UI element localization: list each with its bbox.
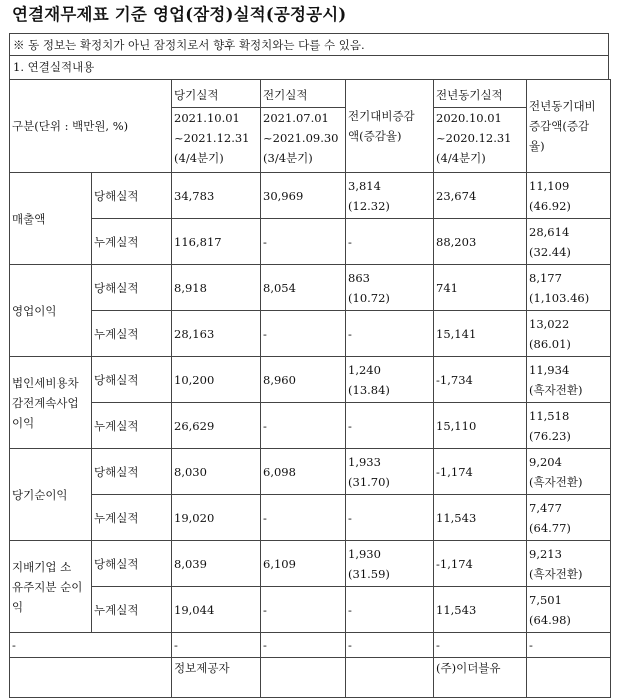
cell-yoy: 9,204 (흑자전환) — [527, 449, 611, 495]
cell-prior-year: -1,734 — [434, 357, 527, 403]
cell-prior-year: 88,203 — [434, 219, 527, 265]
previous-quarter: (3/4분기) — [263, 150, 313, 165]
cell-prior-year: 741 — [434, 265, 527, 311]
table-row — [10, 541, 611, 587]
cell-previous: - — [261, 219, 346, 265]
row-type-quarter: 당해실적 — [92, 357, 172, 403]
cell-qoq: - — [346, 311, 434, 357]
previous-period-end: ~2021.09.30 — [263, 130, 339, 145]
cell-qoq: 3,814 (12.32) — [346, 173, 434, 219]
cell-prior-year: 11,543 — [434, 495, 527, 541]
table-row — [10, 449, 611, 495]
table-row — [10, 495, 611, 541]
table-row — [10, 403, 611, 449]
cell-yoy: 13,022 (86.01) — [527, 311, 611, 357]
header-current — [172, 80, 261, 173]
row-type-cumulative: 누계실적 — [92, 403, 172, 449]
row-type-quarter: 당해실적 — [92, 449, 172, 495]
row-group-name: 지배기업 소 유주지분 순이 익 — [10, 541, 92, 633]
cell-current: 26,629 — [172, 403, 261, 449]
current-period-end: ~2021.12.31 — [174, 130, 250, 145]
table-row — [10, 357, 611, 403]
cell-qoq: 1,930 (31.59) — [346, 541, 434, 587]
section-title-row — [9, 55, 609, 80]
cell-previous: - — [261, 495, 346, 541]
cell-yoy: 11,518 (76.23) — [527, 403, 611, 449]
section-title: 1. 연결실적내용 — [13, 60, 95, 74]
row-type-cumulative: 누계실적 — [92, 587, 172, 633]
yoy-line2: 증감액(증감 — [529, 119, 590, 133]
yoy-line1: 전년동기대비 — [529, 99, 596, 113]
row-type-quarter: 당해실적 — [92, 173, 172, 219]
cell-prior-year: 23,674 — [434, 173, 527, 219]
header-qoq — [346, 80, 434, 173]
empty-cell: - — [434, 633, 527, 658]
cell-prior-year: -1,174 — [434, 541, 527, 587]
provider-label: 정보제공자 — [172, 658, 261, 698]
notice-row — [9, 33, 609, 56]
results-table — [9, 79, 611, 698]
empty-cell: - — [527, 633, 611, 658]
empty-cell: - — [10, 633, 172, 658]
cell-yoy: 7,501 (64.98) — [527, 587, 611, 633]
qoq-line2: 액(증감율) — [348, 129, 402, 143]
cell-current: 34,783 — [172, 173, 261, 219]
row-group-name: 법인세비용차 감전계속사업 이익 — [10, 357, 92, 449]
cell-current: 116,817 — [172, 219, 261, 265]
cell-previous: 30,969 — [261, 173, 346, 219]
previous-label: 전기실적 — [263, 87, 308, 102]
table-row — [10, 173, 611, 219]
row-type-quarter: 당해실적 — [92, 265, 172, 311]
current-label: 당기실적 — [174, 87, 219, 102]
current-quarter: (4/4분기) — [174, 150, 224, 165]
header-previous — [261, 80, 346, 173]
row-group-name: 당기순이익 — [10, 449, 92, 541]
cell-current: 10,200 — [172, 357, 261, 403]
cell-current: 28,163 — [172, 311, 261, 357]
cell-yoy: 8,177 (1,103.46) — [527, 265, 611, 311]
empty-cell: - — [172, 633, 261, 658]
cell-yoy: 7,477 (64.77) — [527, 495, 611, 541]
table-row — [10, 219, 611, 265]
cell-yoy: 11,109 (46.92) — [527, 173, 611, 219]
cell-current: 8,030 — [172, 449, 261, 495]
cell-previous: - — [261, 587, 346, 633]
cell-prior-year: 15,141 — [434, 311, 527, 357]
header-yoy — [527, 80, 611, 173]
cell-yoy: 28,614 (32.44) — [527, 219, 611, 265]
table-row — [10, 311, 611, 357]
cell-qoq: - — [346, 403, 434, 449]
notice-text: ※ 동 정보는 확정치가 아닌 잠정치로서 향후 확정치와는 다를 수 있음. — [13, 37, 365, 52]
table-row — [10, 587, 611, 633]
cell-qoq: 1,240 (13.84) — [346, 357, 434, 403]
cell-previous: - — [261, 311, 346, 357]
prior-year-label: 전년동기실적 — [436, 87, 503, 102]
current-period-start: 2021.10.01 — [174, 110, 240, 125]
header-category: 구분(단위 : 백만원, %) — [10, 80, 172, 173]
partial-row — [10, 658, 611, 698]
cell-qoq: - — [346, 587, 434, 633]
previous-period-start: 2021.07.01 — [263, 110, 329, 125]
row-type-cumulative: 누계실적 — [92, 495, 172, 541]
cell-previous: 6,098 — [261, 449, 346, 495]
page-title: 연결재무제표 기준 영업(잠정)실적(공정공시) — [12, 5, 347, 24]
row-type-cumulative: 누계실적 — [92, 219, 172, 265]
qoq-line1: 전기대비증감 — [348, 109, 415, 123]
cell-prior-year: 11,543 — [434, 587, 527, 633]
prior-year-period-start: 2020.10.01 — [436, 110, 502, 125]
cell-yoy: 11,934 (흑자전환) — [527, 357, 611, 403]
cell-prior-year: 15,110 — [434, 403, 527, 449]
provider-name: (주)이더블유 — [434, 658, 527, 698]
cell-current: 19,044 — [172, 587, 261, 633]
table-row — [10, 265, 611, 311]
cell-prior-year: -1,174 — [434, 449, 527, 495]
cell-yoy: 9,213 (흑자전환) — [527, 541, 611, 587]
cell-previous: 6,109 — [261, 541, 346, 587]
row-group-name: 영업이익 — [10, 265, 92, 357]
header-row — [10, 80, 611, 173]
empty-row — [10, 633, 611, 658]
cell-previous: 8,054 — [261, 265, 346, 311]
row-type-quarter: 당해실적 — [92, 541, 172, 587]
cell-qoq: 1,933 (31.70) — [346, 449, 434, 495]
cell-qoq: - — [346, 495, 434, 541]
cell-current: 19,020 — [172, 495, 261, 541]
cell-current: 8,918 — [172, 265, 261, 311]
prior-year-period-end: ~2020.12.31 — [436, 130, 512, 145]
yoy-line3: 율) — [529, 139, 545, 153]
cell-current: 8,039 — [172, 541, 261, 587]
row-group-name: 매출액 — [10, 173, 92, 265]
cell-previous: - — [261, 403, 346, 449]
cell-previous: 8,960 — [261, 357, 346, 403]
header-prior-year — [434, 80, 527, 173]
cell-qoq: 863 (10.72) — [346, 265, 434, 311]
empty-cell: - — [346, 633, 434, 658]
row-type-cumulative: 누계실적 — [92, 311, 172, 357]
empty-cell: - — [261, 633, 346, 658]
prior-year-quarter: (4/4분기) — [436, 150, 486, 165]
cell-qoq: - — [346, 219, 434, 265]
